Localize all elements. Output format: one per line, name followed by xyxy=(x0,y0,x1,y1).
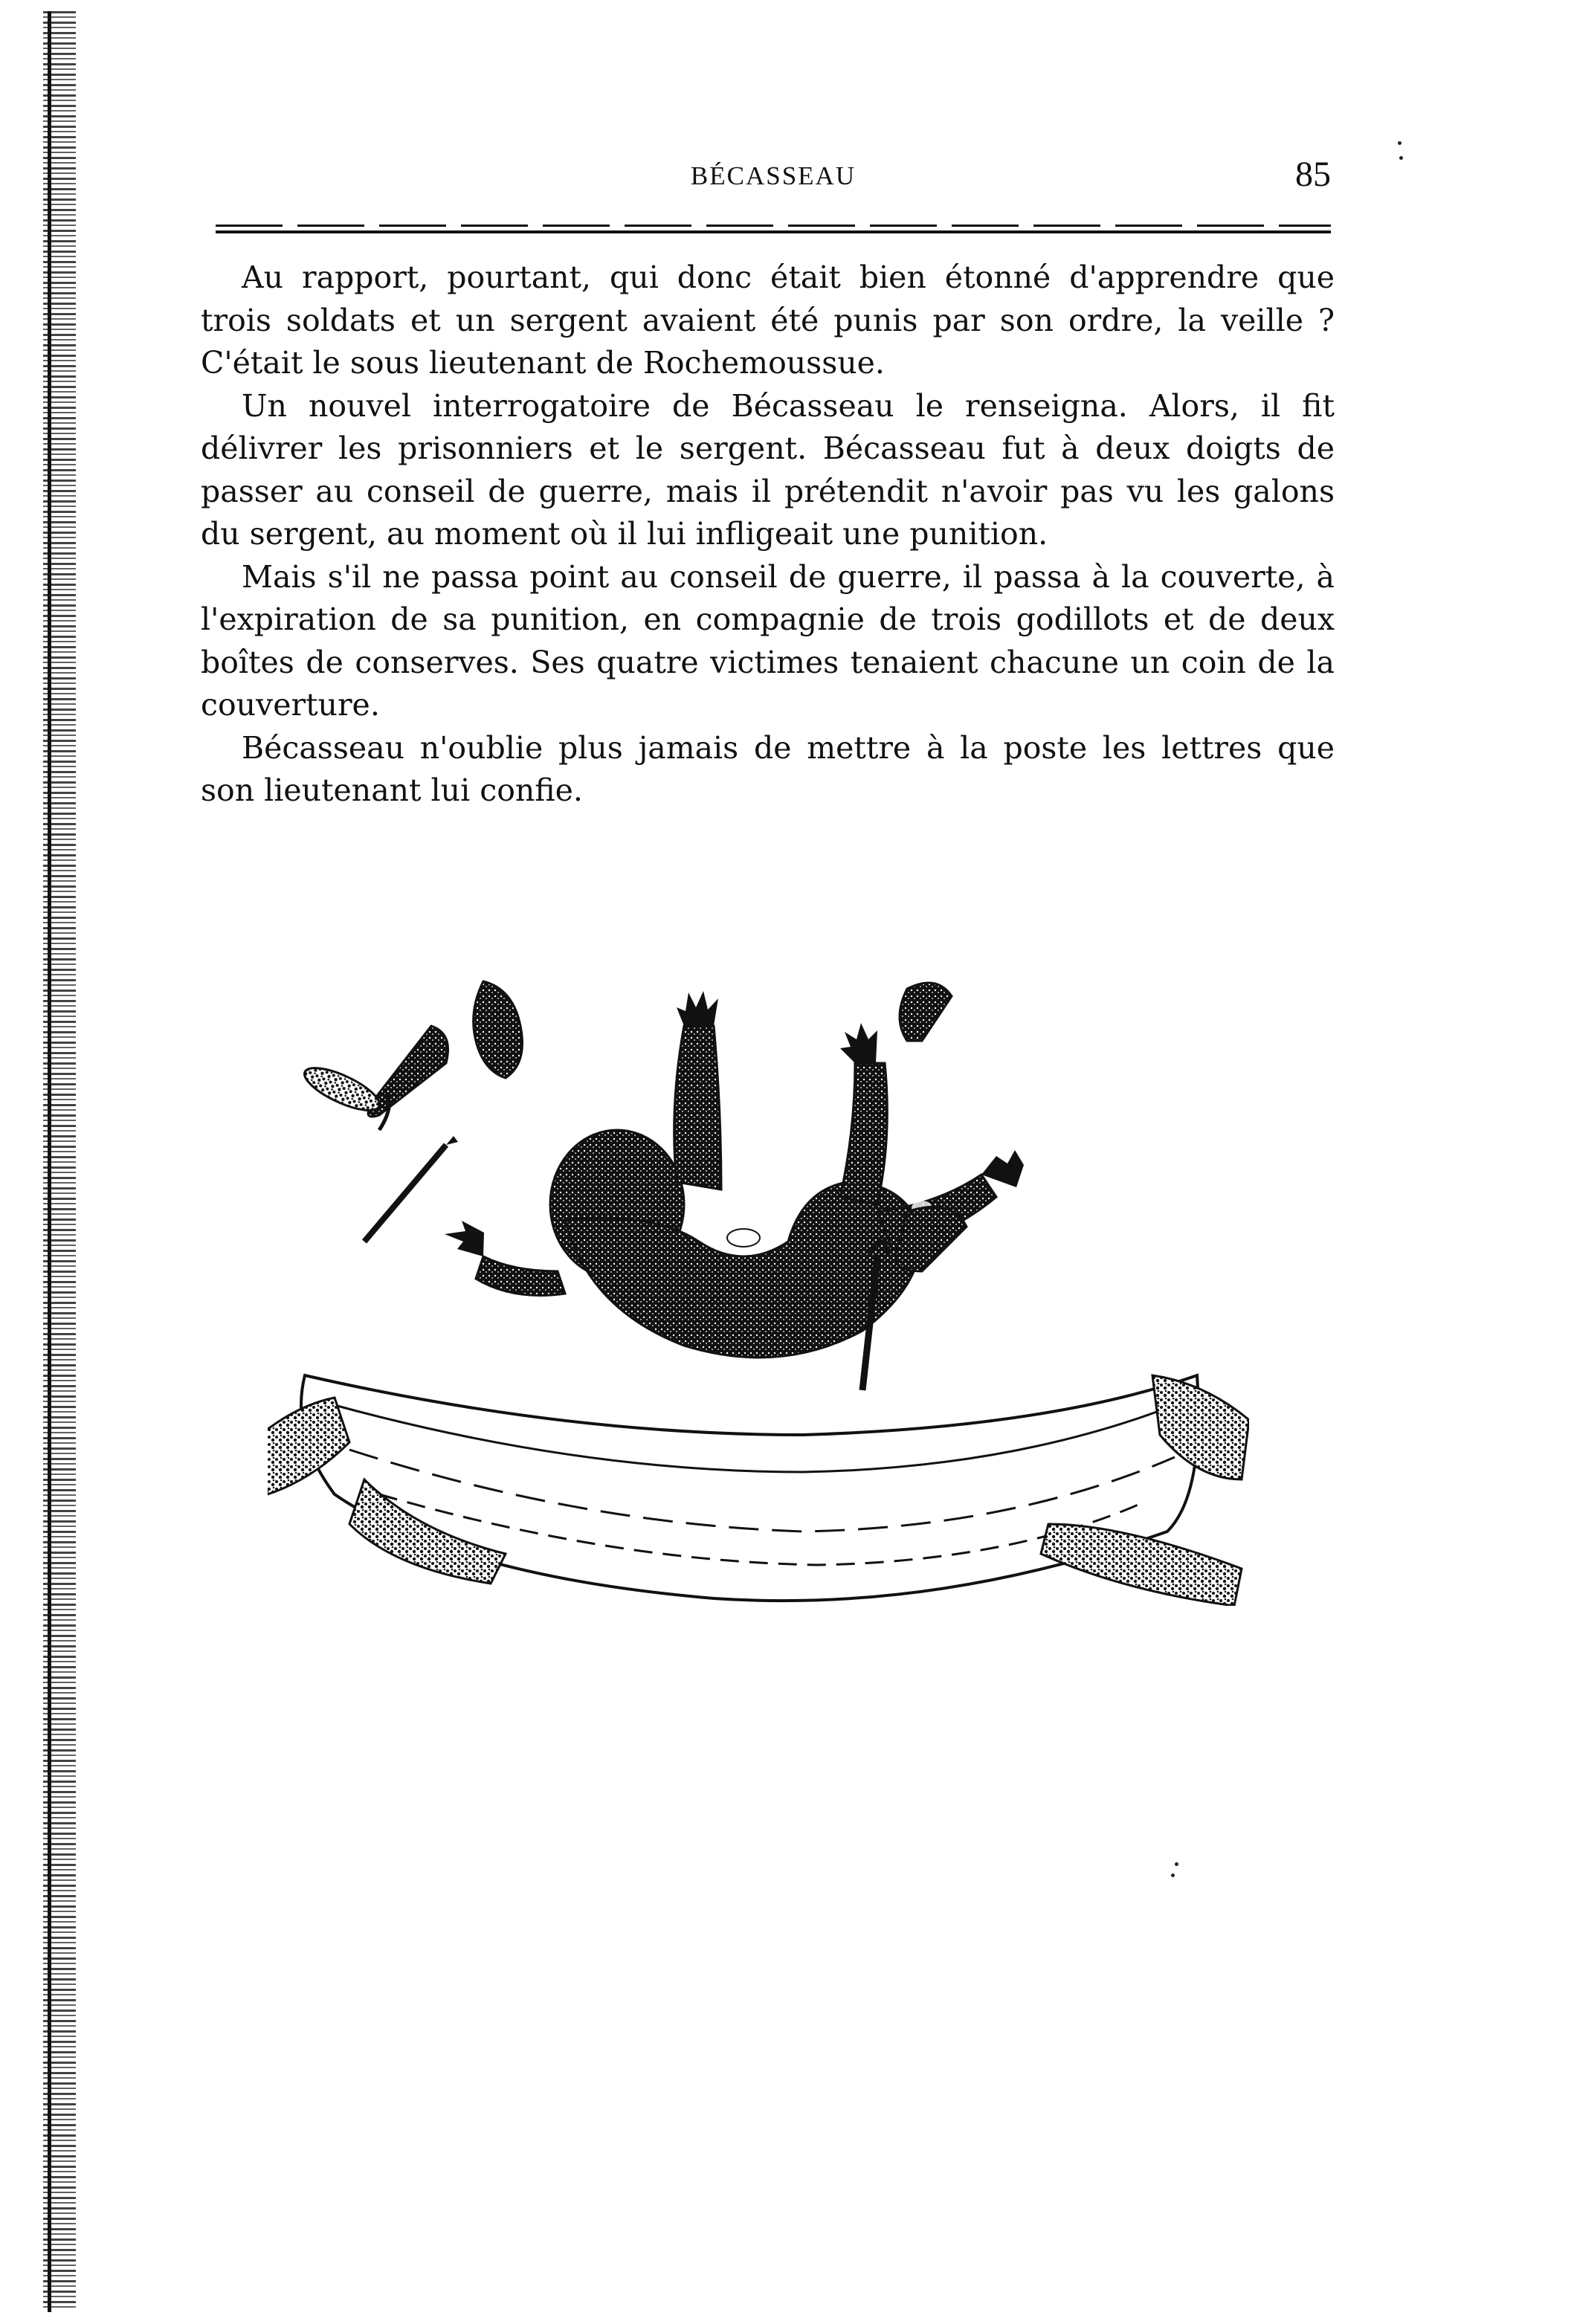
header-rule xyxy=(216,225,1331,235)
page-number: 85 xyxy=(1295,155,1331,194)
body-text xyxy=(201,256,1335,813)
holder-arm-bottom xyxy=(1041,1524,1242,1606)
tin-lid xyxy=(300,1059,385,1118)
knife xyxy=(364,1145,446,1242)
tossed-in-blanket-illustration xyxy=(268,959,1249,1606)
ink-speck xyxy=(1175,1862,1178,1866)
paragraph: Bécasseau n'oublie plus jamais de mettre à la poste les lettres que son lieutenant lui confie. xyxy=(201,729,1335,808)
ink-speck xyxy=(1398,141,1402,145)
boot-flying xyxy=(474,981,523,1078)
page-binding-line xyxy=(48,11,51,2312)
ink-speck xyxy=(1399,156,1403,160)
ink-speck xyxy=(1171,1873,1175,1877)
running-title: BÉCASSEAU xyxy=(690,161,857,190)
boot-flying xyxy=(900,983,952,1041)
running-head xyxy=(216,152,1331,197)
can-flying xyxy=(895,1207,967,1271)
paragraph: Un nouvel interrogatoire de Bécasseau le renseigna. Alors, il fit délivrer les prisonniers et le sergent. Bécasseau fut à deux doigts de passer au conseil de guerre, mais il prétendit n'avoir pas vu les galons du sergent, au moment où il lui infligeait une punition. xyxy=(201,387,1335,552)
paragraph: Mais s'il ne passa point au conseil de guerre, il passa à la couverte, à l'expiration de sa punition, en compagnie de trois godillots et de deux boîtes de conserves. Ses quatre victimes tenaient chacune un coin de la couverture. xyxy=(201,558,1335,723)
tossed-figure xyxy=(476,1026,996,1358)
paragraph: Au rapport, pourtant, qui donc était bien étonné d'apprendre que trois soldats et un sergent avaient été punis par son ordre, la veille ? C'était le sous lieutenant de Rochemoussue. xyxy=(201,259,1335,381)
